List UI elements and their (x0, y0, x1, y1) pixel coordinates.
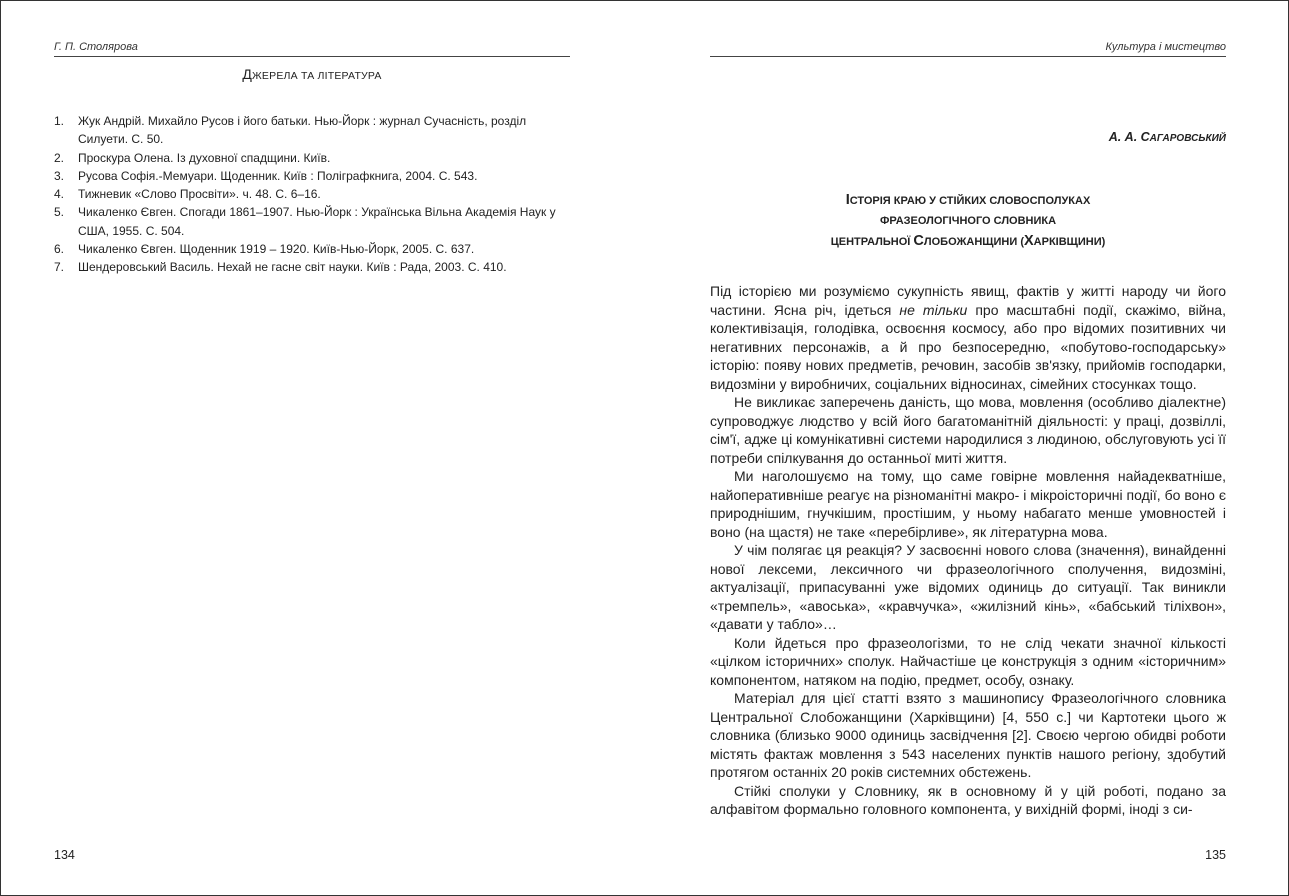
author-surname-rest: АГАРОВСЬКИЙ (1149, 133, 1226, 144)
section-title-initial: Д (242, 66, 253, 82)
source-number: 3. (54, 168, 65, 183)
title-text: АРКІВЩИНИ) (1033, 236, 1106, 248)
title-text: ФРАЗЕОЛОГІЧНОГО СЛОВНИКА (879, 215, 1057, 227)
source-number: 7. (54, 260, 65, 275)
author-initials: А. А. (1108, 130, 1141, 144)
source-item (54, 149, 570, 167)
sources-list (54, 112, 570, 277)
left-page (54, 0, 570, 896)
source-text: Проскура Олена. Із духовної спадщини. Київ. (78, 150, 331, 165)
article-title-line (750, 231, 1186, 252)
article-title (750, 190, 1186, 252)
source-text: Жук Андрій. Михайло Русов і його батьки. Нью-Йорк : журнал Сучасність, розділ Силуети. С. 50. (78, 114, 527, 147)
article-title-line (750, 211, 1186, 231)
article-body (710, 282, 1226, 819)
paragraph (710, 282, 1226, 393)
paragraph: У чім полягає ця реакція? У засвоєнні нового слова (значення), винайденні нової лексеми, лексичного чи фразеологічного сполучення, видозміні, актуалізації, припасуванні уже відомих одиниць до ситуації. Так виникли «тремпель», «авоська», «кравчучка», «жилізний кінь», «бабський тіліхвон», «давати у табло»… (710, 542, 1226, 632)
paragraph: Стійкі сполуки у Словнику, як в основному й у цій роботі, подано за алфавітом формально головного компонента, у вихідній формі, іноді з си- (710, 782, 1226, 817)
running-head-section: Культура і мистецтво (710, 41, 1226, 57)
page-number: 135 (1205, 848, 1226, 862)
right-page (710, 0, 1226, 896)
source-number: 4. (54, 187, 65, 202)
paragraph-text: про масштабні події, скажімо, війна, колективізація, голодівка, освоєння космосу, або про відомих позитивних чи негативних персонажів, а й про безпосередню, «побутово-господарську» історію: появу нових предметів, речовин, засобів зв'язку, прийомів господарки, видозміни у виробничих, соціальних відносинах, сімейних стосунках тощо. (710, 301, 1226, 392)
page-number: 134 (54, 848, 75, 862)
article-title-line (750, 190, 1186, 211)
source-item (54, 167, 570, 185)
source-number: 1. (54, 114, 65, 128)
title-cap: Х (1024, 233, 1034, 249)
source-item (54, 203, 570, 240)
title-text: СТОРІЯ КРАЮ У СТІЙКИХ СЛОВОСПОЛУКАХ (849, 195, 1091, 207)
paragraph-text: Під історією ми розуміємо сукупність явищ, фактів у житті народу чи його частини. Ясна річ, ідеться (710, 283, 1226, 318)
paragraph: Матеріал для цієї статті взято з машинопису Фразеологічного словника Центральної Слобожанщини (Харківщини) [4, 550 с.] чи Картотеки цього ж словника (близько 9000 одиниць засвідчення [2]. Своєю чергою обидві роботи містять фактаж мовлення з 543 населених пунктів нашого регіону, здобутий протягом останніх 20 років системних обстежень. (710, 690, 1226, 780)
source-text: Чикаленко Євген. Щоденник 1919 – 1920. Київ-Нью-Йорк, 2005. С. 637. (78, 242, 475, 257)
emphasis-text: не тільки (899, 301, 968, 318)
source-text: Русова Софія.-Мемуари. Щоденник. Київ : Поліграфкнига, 2004. С. 543. (78, 168, 478, 183)
source-number: 5. (54, 205, 65, 220)
source-text: Тижневик «Слово Просвіти». ч. 48. С. 6–16. (78, 187, 321, 202)
source-number: 2. (54, 150, 65, 165)
paragraph: Не викликає заперечень даність, що мова, мовлення (особливо діалектне) супроводжує людство у всій його багатоманітній діяльності: у праці, дозвіллі, сім'ї, адже ці комунікативні системи народилися з людиною, обслуговують усі її потреби спілкування до останньої миті життя. (710, 394, 1226, 466)
author-surname-initial: С (1140, 130, 1150, 144)
title-cap: С (913, 233, 924, 249)
source-text: Шендеровський Василь. Нехай не гасне світ науки. Київ : Рада, 2003. С. 410. (78, 260, 507, 275)
section-title (54, 66, 570, 82)
running-head-author: Г. П. Столярова (54, 41, 570, 57)
section-title-rest: ЖЕРЕЛА ТА ЛІТЕРАТУРА (252, 70, 382, 82)
title-text: ЛОБОЖАНЩИНИ ( (923, 236, 1024, 248)
source-item (54, 185, 570, 203)
article-author (1109, 130, 1226, 144)
source-text: Чикаленко Євген. Спогади 1861–1907. Нью-Йорк : Українська Вільна Академія Наук у США, 1955. С. 504. (78, 205, 556, 238)
title-text: ЦЕНТРАЛЬНОЇ (830, 236, 914, 248)
source-item (54, 112, 570, 149)
source-item (54, 240, 570, 258)
paragraph: Ми наголошуємо на тому, що саме говірне мовлення найадекватніше, найоперативніше реагує на різноманітні макро- і мікроісторичні події, бо воно є природнішим, гнучкішим, простішим, у ньому набагато менше умовностей і воно (на щастя) не таке «перебірливе», як літературна мова. (710, 468, 1226, 540)
paragraph: Коли йдеться про фразеологізми, то не слід чекати значної кількості «цілком історичних» сполук. Найчастіше це конструкція з одним «історичним» компонентом, натяком на подію, предмет, особу, ознаку. (710, 634, 1226, 688)
source-item (54, 258, 570, 276)
title-cap: І (845, 192, 850, 208)
source-number: 6. (54, 242, 65, 257)
